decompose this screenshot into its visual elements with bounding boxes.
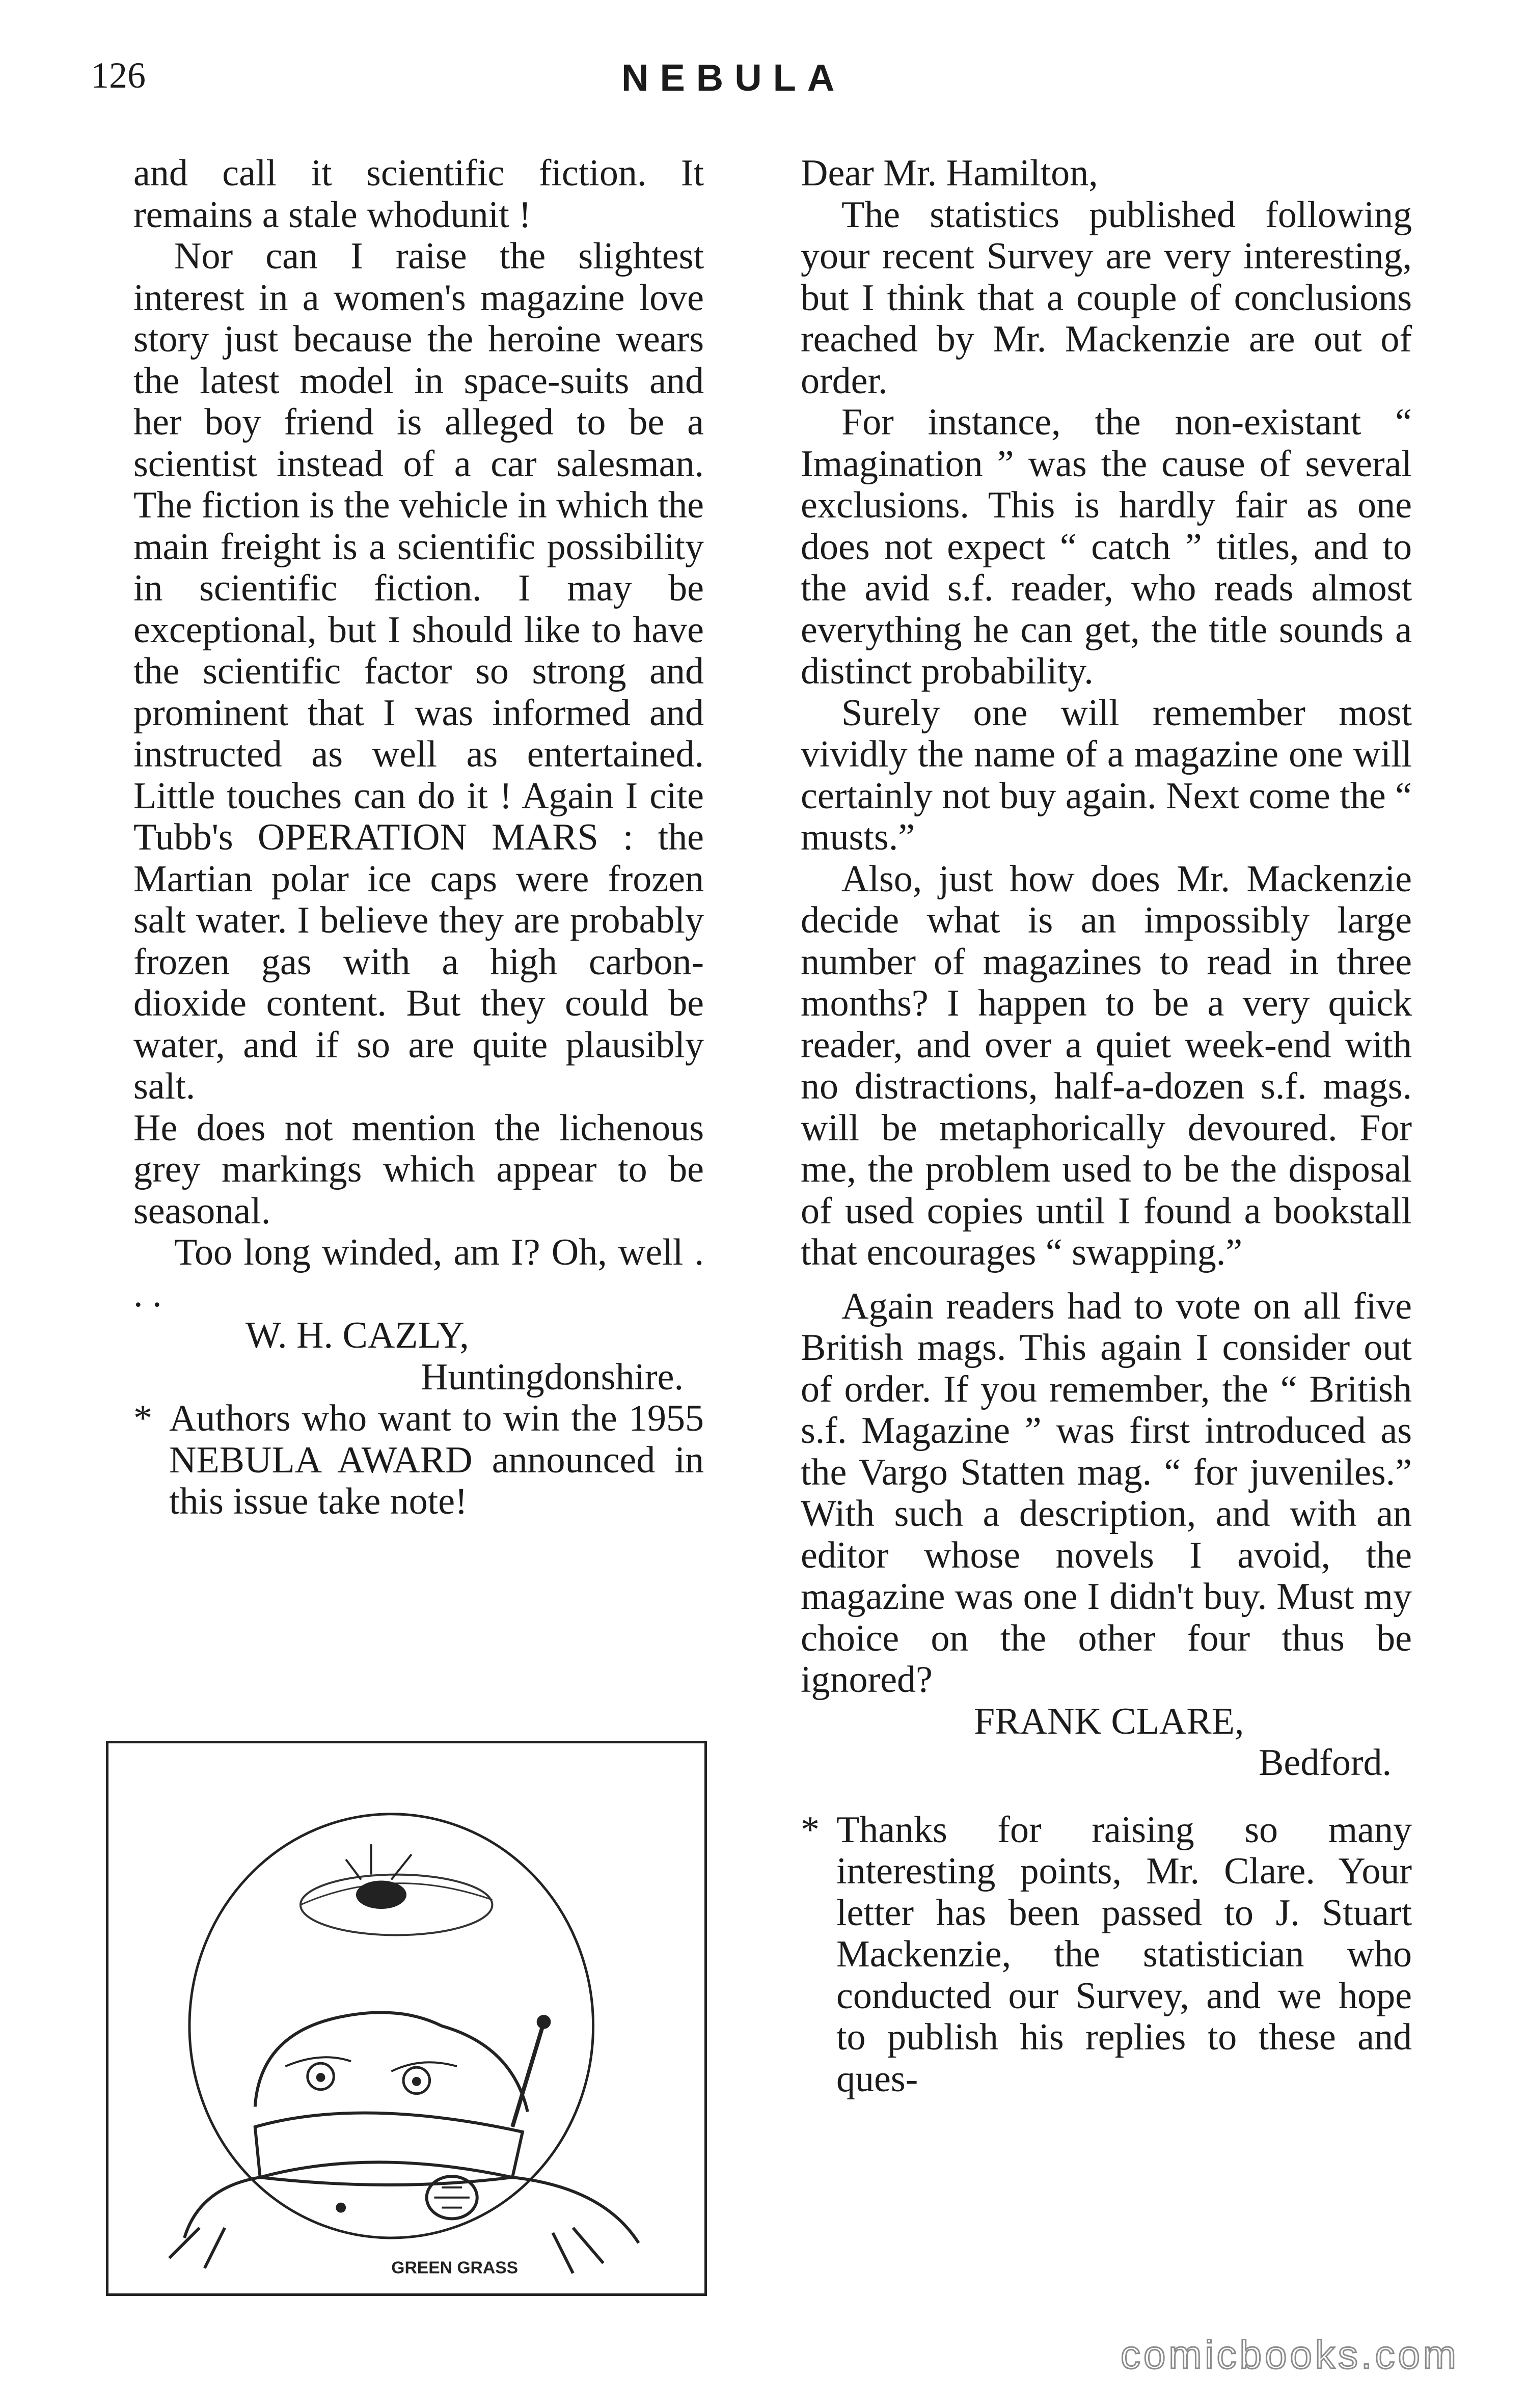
letter-salutation: Dear Mr. Hamilton,	[801, 152, 1098, 194]
letter-paragraph: For instance, the non-existant “ Imagination ” was the cause of several exclusions. This is hardly fair as one does not expect “ catch ” titles, and to the avid s.f. reader, who reads almost everything he can get, the title sounds a distinct probability.	[801, 401, 1412, 692]
astronaut-illustration	[106, 1741, 707, 2296]
letter-paragraph: Surely one will remember most vividly the name of a magazine one will certainly not buy again. Next come the “ musts.”	[801, 692, 1412, 858]
editor-note-text: Authors who want to win the 1955 NEBULA AWARD announced in this issue take note!	[169, 1398, 704, 1522]
signature-name: W. H. CAZLY,	[246, 1315, 469, 1356]
editor-note-text: Thanks for raising so many interesting points, Mr. Clare. Your letter has been passed to J. Stuart Mackenzie, the statistician who conducted our Survey, and we hope to publish his replies to these and ques-	[836, 1809, 1412, 2100]
note-asterisk: *	[133, 1398, 152, 1439]
editor-note	[801, 1810, 1412, 2100]
signature-name: FRANK CLARE,	[974, 1700, 1244, 1742]
letter-paragraph: Also, just how does Mr. Mackenzie decide what is an impossibly large number of magazines to read in three months? I happen to be a very quick reader, and over a quiet week-end with no distractions, half-a-dozen s.f. mags. will be metaphorically devoured. For me, the problem used to be the disposal of used copies until I found a bookstall that encourages “ swapping.”	[801, 858, 1412, 1273]
signature-place: Huntingdonshire.	[421, 1356, 684, 1398]
signature-place: Bedford.	[1259, 1742, 1392, 1784]
page-number: 126	[91, 55, 146, 96]
magazine-title: NEBULA	[621, 57, 846, 99]
watermark: comicbooks.com	[1121, 2332, 1459, 2377]
letter-paragraph: Nor can I raise the slightest interest in a women's magazine love story just because the heroine wears the latest model in space-suits and her boy friend is alleged to be a scientist instead of a car salesman. The fiction is the vehicle in which the main freight is a scientific possibility in scientific fiction. I may be exceptional, but I should like to have the scientific factor so strong and prominent that I was informed and instructed as well as entertained. Little touches can do it ! Again I cite Tubb's OPERATION MARS : the Martian polar ice caps were frozen salt water. I believe they are probably frozen gas with a high carbon-dioxide content. But they could be water, and if so are quite plausibly salt.	[133, 235, 704, 1107]
letter-paragraph: Too long winded, am I? Oh, well . . .	[133, 1232, 704, 1315]
letter-paragraph: The statistics published following your recent Survey are very interesting, but I think that a couple of conclusions reached by Mr. Mackenzie are out of order.	[801, 194, 1412, 402]
letter-paragraph: and call it scientific fiction. It remains a stale whodunit !	[133, 152, 704, 236]
left-column	[133, 153, 704, 1523]
editor-note	[133, 1398, 704, 1523]
letter-paragraph: He does not mention the lichenous grey markings which appear to be seasonal.	[133, 1107, 704, 1232]
artist-signature: GREEN GRASS	[391, 2258, 519, 2278]
letter-paragraph: Again readers had to vote on all five British mags. This again I consider out of order. If you remember, the “ British s.f. Magazine ” was first introduced as the Vargo Statten mag. “ for juveniles.” With such a description, and with an editor whose novels I avoid, the magazine was one I didn't buy. Must my choice on the other four thus be ignored?	[801, 1285, 1412, 1701]
note-asterisk: *	[801, 1809, 820, 1851]
right-column	[801, 153, 1412, 2100]
astronaut-drawing	[108, 1743, 704, 2293]
